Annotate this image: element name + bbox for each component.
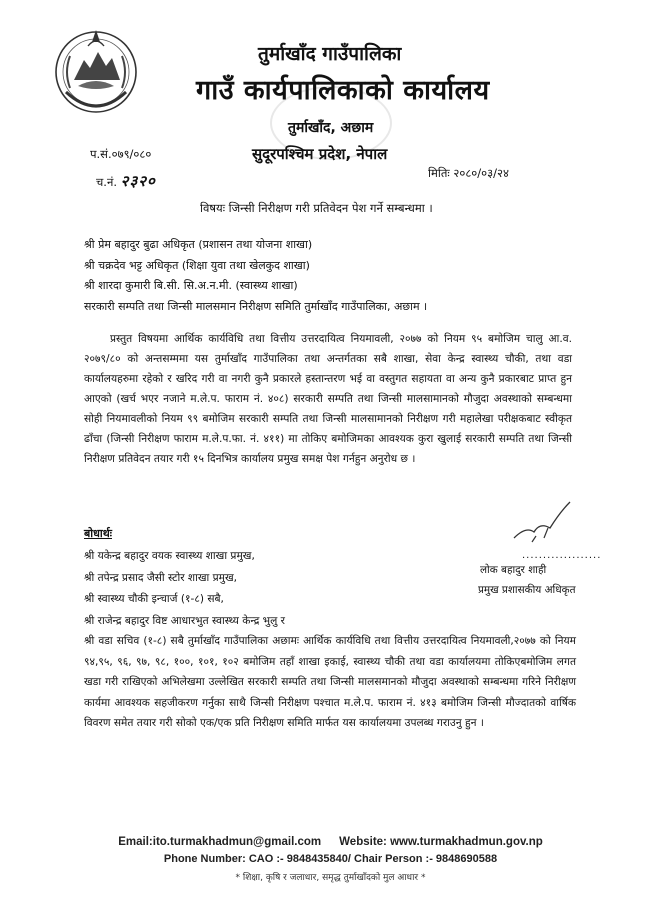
office-location: तुर्माखाँद, अछाम (288, 120, 374, 136)
dispatch-value: २३२० (120, 172, 156, 190)
signature-line: ................... (522, 550, 602, 561)
recipient-item: श्री शारदा कुमारी बि.सी. सि.अ.न.मी. (स्वास्थ्य शाखा) (84, 279, 298, 292)
footer-phone: Phone Number: CAO :- 9848435840/ Chair Person :- 9848690588 (163, 853, 498, 865)
municipality-name: तुर्माखाँद गाउँपालिका (258, 43, 402, 65)
recipient-item: सरकारी सम्पति तथा जिन्सी मालसमान निरीक्षण समिति तुर्माखाँद गाउँपालिका, अछाम । (84, 299, 428, 313)
footer-website: Website: www.turmakhadmun.gov.np (339, 836, 543, 848)
signature-scribble-icon (474, 498, 584, 558)
cc-paragraph: श्री वडा सचिव (१-८) सबै तुर्माखाँद गाउँपालिका अछामः आर्थिक कार्यविधि तथा वित्तीय उत्तरदायित्व नियमावली,२०७७ को नियम ९४,९५, ९६, ९७, ९८, १००, १०१, १०२ बमोजिम तहाँ शाखा इकाई, स्वास्थ्य चौकी तथा वडा कार्यालयमा तोकिएबमोजिम लगत खडा गरी राखिएको अभिलेखमा उल्लेखित सरकारी सम्पति तथा जिन्सी मालसमानको मौजुदा अवस्थाको सम्बन्धमा गरिने निरीक्षण कार्यमा आवश्यक सहजीकरण गर्नुका साथै जिन्सी निरीक्षण पश्चात म.ले.प. फाराम नं. ४१३ बमोजिम जिन्सी मौज्दातको वार्षिक विवरण समेत तयार गरी सोको एक/एक प्रति निरीक्षण समिति मार्फत यस कार्यालयमा उपलब्ध गराउनु हुन । (84, 635, 576, 730)
province-country: सुदूरपश्चिम प्रदेश, नेपाल (252, 145, 388, 163)
footer-slogan: * शिक्षा, कृषि र जलाधार, समृद्ध तुर्माखाँदको मुल आधार * (235, 873, 426, 883)
recipient-item: श्री चक्रदेव भट्ट अधिकृत (शिक्षा युवा तथा खेलकुद शाखा) (84, 258, 310, 272)
reference-number: प.सं.०७९/०८० (90, 147, 152, 161)
footer-email: Email:ito.turmakhadmun@gmail.com (118, 836, 322, 848)
signatory-name: लोक बहादुर शाही (480, 564, 547, 576)
nepal-emblem-icon (52, 22, 140, 122)
dispatch-number (96, 171, 156, 191)
cc-item: श्री यकेन्द्र बहादुर वयक स्वास्थ्य शाखा प्रमुख, (84, 550, 255, 562)
dispatch-label: च.नं. (96, 175, 117, 189)
letter-body: प्रस्तुत विषयमा आर्थिक कार्यविधि तथा वित्तीय उत्तरदायित्व नियमावली, २०७७ को नियम ९५ बमोजिम चालु आ.व. २०७९/८० को अन्तसम्ममा यस तुर्माखाँद गाउँपालिका तथा अन्तर्गतका सबै शाखा, सेवा केन्द्र स्वास्थ्य चौकी, तथा वडा कार्यालयहरुमा रहेको र खरिद गरी वा नगरी कुनै प्रकारले हस्तान्तरण भई वा वस्तुगत सहायता वा अन्य कुनै प्रकारबाट प्राप्त हुन आएको (खर्च भएर नजाने म.ले.प. फाराम नं. ४०८) सरकारी सम्पति तथा जिन्सी मालसामानको मौजुदा अवस्थाको सम्बन्धमा सोही नियमावलीको नियम ९९ बमोजिम सरकारी सम्पति तथा जिन्सी मालसामानको निरीक्षण गरी महालेखा परीक्षकबाट स्वीकृत ढाँचा (जिन्सी निरीक्षण फाराम म.ले.प.फा. नं. ४११) मा तोकिए बमोजिमका आवश्यक कुरा खुलाई सरकारी सम्पति तथा जिन्सी निरीक्षण प्रतिवेदन तयार गरी १५ दिनभित्र कार्यालय प्रमुख समक्ष पेश गर्नहुन अनुरोध छ । (84, 333, 572, 465)
recipient-list (84, 235, 427, 317)
cc-item: श्री तपेन्द्र प्रसाद जैसी स्टोर शाखा प्रमुख, (84, 571, 238, 584)
signatory-title: प्रमुख प्रशासकीय अधिकृत (478, 584, 576, 596)
letter-subject: विषयः जिन्सी निरीक्षण गरी प्रतिवेदन पेश गर्ने सम्बन्धमा । (200, 201, 433, 215)
recipient-item: श्री प्रेम बहादुर बुढा अधिकृत (प्रशासन तथा योजना शाखा) (84, 238, 313, 251)
office-title: गाउँ कार्यपालिकाको कार्यालय (196, 75, 490, 106)
letter-footer (0, 836, 661, 883)
letter-date: मितिः २०८०/०३/२४ (428, 166, 509, 180)
cc-list (84, 546, 285, 632)
footer-contact-line (0, 836, 661, 848)
cc-label: बोधार्थः (84, 527, 112, 540)
cc-item: श्री राजेन्द्र बहादुर विष्ट आधारभुत स्वास्थ्य केन्द्र भुलु र (84, 614, 286, 627)
cc-item: श्री स्वास्थ्य चौकी इन्चार्ज (१-८) सबै, (84, 593, 224, 605)
